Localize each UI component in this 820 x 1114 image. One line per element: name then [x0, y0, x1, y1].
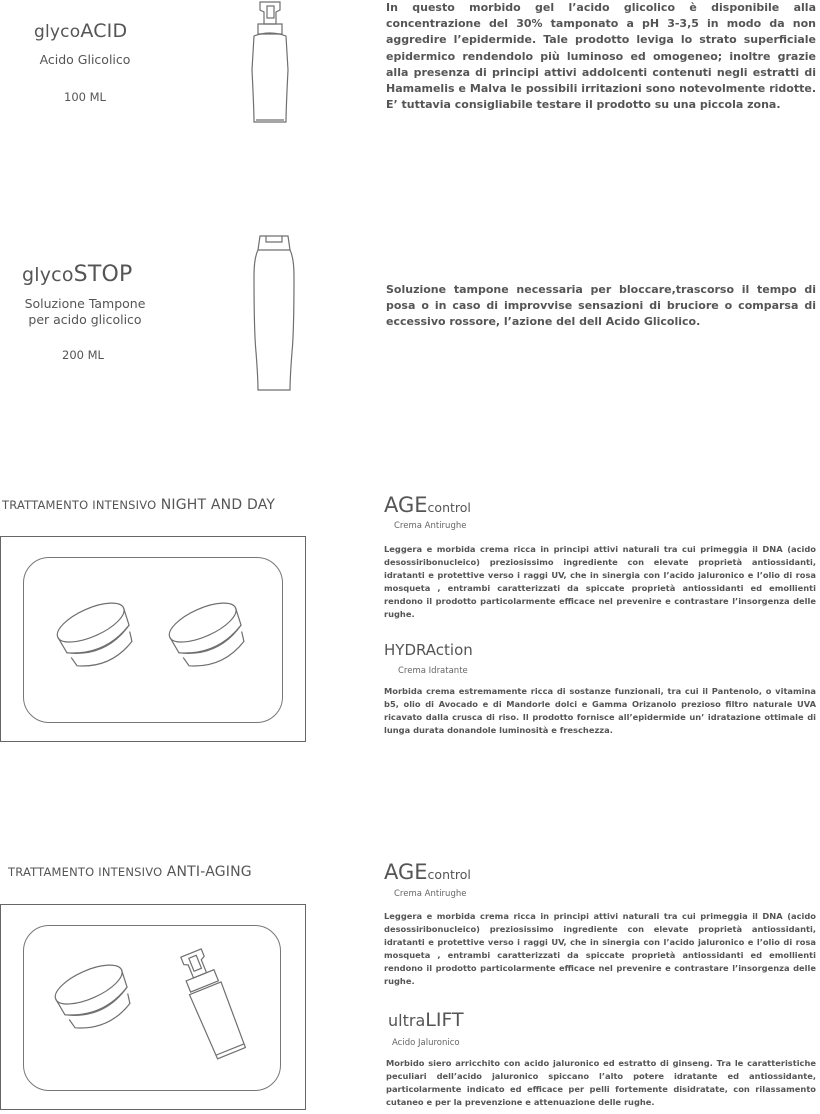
- serum-bottle-icon: [167, 945, 257, 1065]
- agecontrol-subtitle: Crema Antirughe: [394, 521, 467, 531]
- cream-jar-icon: [165, 599, 255, 679]
- agecontrol-subtitle: Crema Antirughe: [394, 889, 467, 899]
- agecontrol-title: AGEcontrol: [384, 860, 471, 884]
- ultralift-title: ultraLIFT: [388, 1009, 464, 1031]
- anti-aging-box: [0, 904, 306, 1110]
- hydraction-description: Morbida crema estremamente ricca di sostanze funzionali, tra cui il Pantenolo, o vitamina b5, olio di Avocado e di Mandorle dolci e Gamma Orizanolo prezioso filtro naturale UVA ricavato dalla crusca di riso. Il prodotto fornisce all’epidermide un’ idratazione ottimale di lunga durata donandole luminosità e freschezza.: [384, 686, 816, 735]
- agecontrol-title: AGEcontrol: [384, 493, 471, 517]
- glycostop-size: 200 ML: [62, 348, 104, 362]
- ultralift-subtitle: Acido Jaluronico: [392, 1038, 460, 1048]
- glycoacid-description: In questo morbido gel l’acido glicolico è disponibile alla concentrazione del 30% tamponato a pH 3-3,5 in modo da non aggredire l’epidermide. Tale prodotto leviga lo strato superficiale epidermico rendendolo più luminoso ed omogeneo; inoltre grazie alla presenza di principi attivi addolcenti contenuti negli estratti di Hamamelis e Malva le possibili irritazioni sono notevolmente ridotte. E’ tuttavia consigliabile testare il prodotto su una piccola zona.: [386, 1, 816, 112]
- night-and-day-label: TRATTAMENTO INTENSIVO NIGHT AND DAY: [2, 497, 276, 513]
- agecontrol-description: Leggera e morbida crema ricca in principi attivi naturali tra cui primeggia il DNA (acido desossiribonucleico) preziosissimo ingrediente con elevate proprietà antiossidanti, idratanti e protettive verso i raggi UV, che in sinergia con l’acido jaluronico e l’olio di rosa mosqueta , entrambi caratterizzati da spiccate proprietà antiossidanti ed emollienti rendono il prodotto particolarmente efficace nel prevenire e contrastare l’insorgenza delle rughe.: [384, 544, 816, 619]
- anti-aging-label: TRATTAMENTO INTENSIVO ANTI-AGING: [8, 864, 252, 880]
- agecontrol-description: Leggera e morbida crema ricca in principi attivi naturali tra cui primeggia il DNA (acido desossiribonucleico) preziosissimo ingrediente con elevate proprietà antiossidanti, idratanti e protettive verso i raggi UV, che in sinergia con l’acido jaluronico e l’olio di rosa mosqueta , entrambi caratterizzati da spiccate proprietà antiossidanti ed emollienti rendono il prodotto particolarmente efficace nel prevenire e contrastare l’insorgenza delle rughe.: [384, 911, 816, 986]
- glycoacid-title: glycoACID: [34, 20, 128, 42]
- glycostop-title: glycoSTOP: [22, 262, 133, 287]
- glycostop-description: Soluzione tampone necessaria per bloccare,trascorso il tempo di posa o in caso di improvvise sensazioni di bruciore o comparsa di eccessivo rossore, l’azione del dell Acido Glicolico.: [386, 283, 816, 329]
- hydraction-title: HYDRAction: [384, 641, 473, 659]
- flip-cap-bottle-icon: [244, 232, 304, 394]
- glycoacid-subtitle: Acido Glicolico: [39, 52, 131, 67]
- night-and-day-box: [0, 536, 306, 742]
- ultralift-description: Morbido siero arricchito con acido jaluronico ed estratto di ginseng. Tra le caratteristiche peculiari dell’acido jaluronico spiccano l’alto potere idratante ed antiossidante, particolarmente indicato ed efficace per pelli fortemente disidratate, con rilassamento cutaneo e per la prevenzione e attenuazione delle rughe.: [386, 1058, 816, 1107]
- pump-bottle-icon: [240, 0, 300, 130]
- cream-jar-icon: [53, 599, 143, 679]
- cream-jar-icon: [51, 961, 141, 1041]
- glycostop-subtitle: Soluzione Tampone per acido glicolico: [24, 296, 146, 327]
- glycoacid-size: 100 ML: [64, 90, 106, 104]
- hydraction-subtitle: Crema Idratante: [398, 666, 468, 676]
